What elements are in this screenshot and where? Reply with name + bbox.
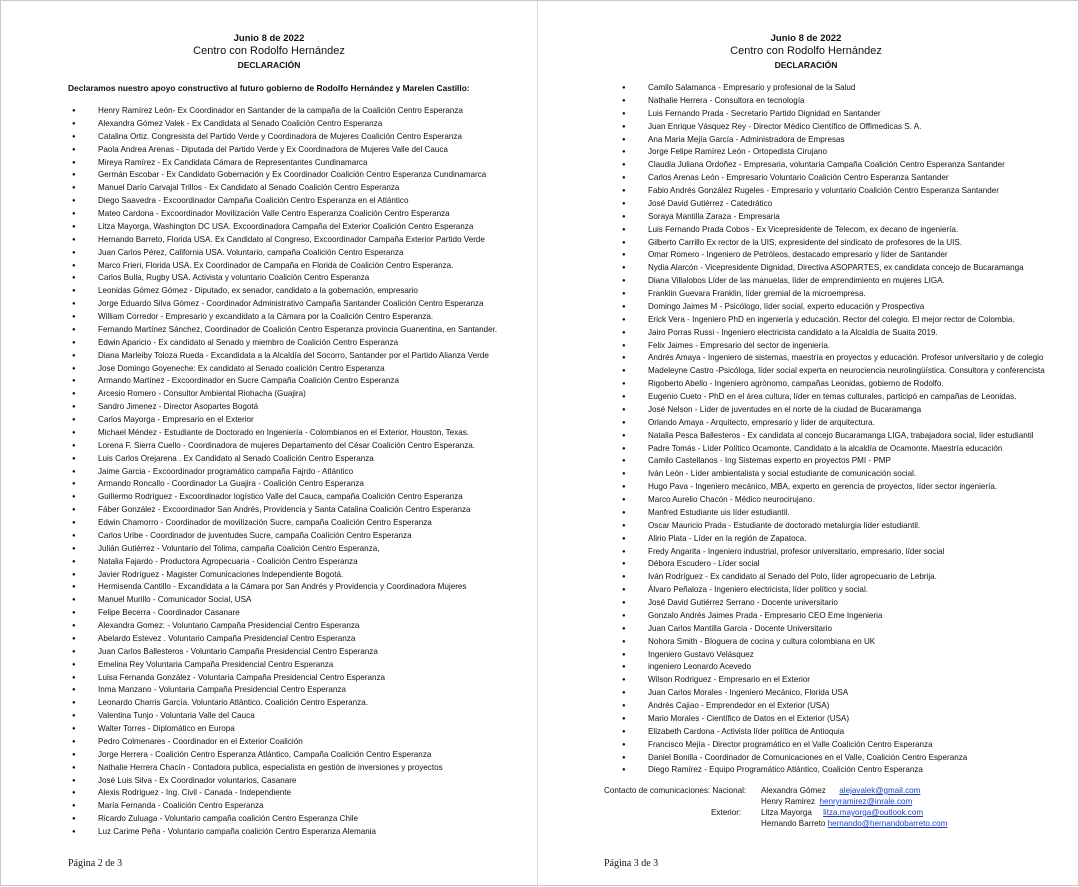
list-item: ● Hernando Barreto, Florida USA. Ex Candidato al Congreso, Excoordinador Campaña Exterior Partido Verde (72, 234, 497, 247)
list-item: ● Litza Mayorga, Washington DC USA. Excoordinadora Campaña del Exterior Coalición Centro Esperanza (72, 221, 497, 234)
list-item: ● Catalina Ortiz. Congresista del Partido Verde y Coordinadora de Mujeres Coalición Centro Esperanza (72, 131, 497, 144)
list-item: ● Ingeniero Gustavo Velásquez (622, 649, 1045, 662)
list-item: ● Rigoberto Abello - Ingeniero agrónomo, campañas Leonidas, gobierno de Rodolfo. (622, 378, 1045, 391)
list-item: ● Luisa Fernanda González - Voluntaria Campaña Presidencial Centro Esperanza (72, 672, 497, 685)
list-item: ● Abelardo Estevez . Voluntario Campaña Presidencial Centro Esperanza (72, 633, 497, 646)
list-item: ● Luz Carime Peña - Voluntario campaña coalición Centro Esperanza Alemania (72, 826, 497, 839)
page-3 (538, 1, 1074, 887)
list-item: ● Iván León - Líder ambientalista y social estudiante de comunicación social. (622, 468, 1045, 481)
contact-email-link[interactable]: litza.mayorga@outlook.com (823, 808, 924, 817)
list-item: ● María Fernanda - Coalición Centro Esperanza (72, 800, 497, 813)
list-item: ● Carlos Uribe - Coordinador de juventudes Sucre, campaña Coalición Centro Esperanza (72, 530, 497, 543)
header-date: Junio 8 de 2022 (233, 33, 305, 44)
list-item: ● Mireya Ramírez - Ex Candidata Cámara de Representantes Cundinamarca (72, 157, 497, 170)
list-item: ● Daniel Bonilla - Coordinador de Comunicaciones en el Valle, Coalición Centro Esperanza (622, 752, 1045, 765)
list-item: ● Camilo Castellanos - Ing Sistemas experto en proyectos PMI - PMP (622, 455, 1045, 468)
list-item: ● Jorge Herrera - Coalición Centro Esperanza Atlántico, Campaña Coalición Centro Esperanza (72, 749, 497, 762)
page-footer: Página 3 de 3 (604, 858, 659, 869)
header-title: Centro con Rodolfo Hernández (730, 45, 882, 57)
list-item: ● José Luis Silva - Ex Coordinador voluntarios, Casanare (72, 775, 497, 788)
list-item: ● Henry Ramírez León- Ex Coordinador en Santander de la campaña de la Coalición Centro Esperanza (72, 105, 497, 118)
list-item: ● Edwin Aparicio - Ex candidato al Senado y miembro de Coalición Centro Esperanza (72, 337, 497, 350)
list-item: ● Alexandra Gomez: - Voluntario Campaña Presidencial Centro Esperanza (72, 620, 497, 633)
list-item: ● Fabio Andrés González Rugeles - Empresario y voluntario Coalición Centro Esperanza Santander (622, 185, 1045, 198)
list-item: ● Jorge Felipe Ramírez León - Ortopedista Cirujano (622, 146, 1045, 159)
list-item: ● Franklin Guevara Franklin, líder gremial de la microempresa. (622, 288, 1045, 301)
contact-email-link[interactable]: henryramirez@inrale.com (819, 797, 913, 806)
list-item: ● Wilson Rodriguez - Empresario en el Exterior (622, 674, 1045, 687)
list-item: ● Juan Carlos Morales - Ingeniero Mecánico, Florida USA (622, 687, 1045, 700)
list-item: ● Lorena F. Sierra Cuello - Coordinadora de mujeres Departamento del César Coalición Centro Esperanza. (72, 440, 497, 453)
contact-email-link[interactable]: alejavalek@gmail.com (839, 786, 921, 795)
signatory-list (72, 105, 497, 839)
list-item: ● Gonzalo Andrés Jaimes Prada - Empresario CEO Eme Ingenieria (622, 610, 1045, 623)
list-item: ● Marco Frieri, Florida USA. Ex Coordinador de Campaña en Florida de Coalición Centro Esperanza. (72, 260, 497, 273)
list-item: ● Marco Aurelio Chacón - Médico neurocirujano. (622, 494, 1045, 507)
list-item: ● Erick Vera - Ingeniero PhD en ingeniería y educación. Rector del colegio. El mejor rector de Colombia. (622, 314, 1045, 327)
list-item: ● Luis Carlos Orejarena . Ex Candidato al Senado Coalición Centro Esperanza (72, 453, 497, 466)
list-item: ● Mario Morales - Científico de Datos en el Exterior (USA) (622, 713, 1045, 726)
list-item: ● Felipe Becerra - Coordinador Casanare (72, 607, 497, 620)
list-item: ● Mateo Cardona - Excoordinador Movilización Valle Centro Esperanza Coalición Centro Esperanza (72, 208, 497, 221)
list-item: ● Diana Villalobos Líder de las manuelas, líder de emprendimiento en mujeres LIGA. (622, 275, 1045, 288)
list-item: ● Walter Torres - Diplomático en Europa (72, 723, 497, 736)
contact-name: Henry Ramirez (761, 797, 815, 806)
declaration-intro: Declaramos nuestro apoyo constructivo al futuro gobierno de Rodolfo Hernández y Marelen Castillo: (68, 83, 470, 93)
list-item: ● Orlando Amaya - Arquitecto, empresario y líder de arquitectura. (622, 417, 1045, 430)
list-item: ● Andrés Amaya - Ingeniero de sistemas, maestría en proyectos y educación. Profesor universitario y de colegio (622, 352, 1045, 365)
contact-name: Litza Mayorga (761, 808, 812, 817)
signatory-list (622, 82, 1045, 777)
list-item: ● Leonardo Charris García. Voluntario Atlántico. Coalición Centro Esperanza. (72, 697, 497, 710)
list-item: ● Manfred Estudiante uis líder estudiantil. (622, 507, 1045, 520)
list-item: ● Valentina Tunjo - Voluntaria Valle del Cauca (72, 710, 497, 723)
list-item: ● Julián Gutiérrez - Voluntario del Tolima, campaña Coalición Centro Esperanza, (72, 543, 497, 556)
list-item: ● Michael Méndez - Estudiante de Doctorado en Ingeniería - Colombianos en el Exterior, Houston, Texas. (72, 427, 497, 440)
list-item: ● Hugo Pava - Ingeniero mecánico, MBA, experto en gerencia de proyectos, líder sector ingeniería. (622, 481, 1045, 494)
list-item: ● Padre Tomás - Líder Político Ocamonte. Candidato a la alcaldía de Ocamonte. Maestría educación (622, 443, 1045, 456)
list-item: ● Paola Andrea Arenas - Diputada del Partido Verde y Ex Coordinadora de Mujeres Valle del Cauca (72, 144, 497, 157)
list-item: ● Javier Rodríguez - Magister Comunicaciones Independiente Bogotá. (72, 569, 497, 582)
list-item: ● Nathalie Herrera Chacín - Contadora publica, especialista en gestión de inversiones y proyectos (72, 762, 497, 775)
list-item: ● Alexis Rodriguez - Ing. Civil - Canada - Independiente (72, 787, 497, 800)
header-declaration: DECLARACIÓN (774, 60, 838, 70)
list-item: ● Nydia Alarcón - Vicepresidente Dignidad, Directiva ASOPARTES, ex candidata concejo de Bucaramanga (622, 262, 1045, 275)
list-item: ● Fredy Angarita - Ingeniero industrial, profesor universitario, empresario, líder social (622, 546, 1045, 559)
list-item: ● Carlos Arenas León - Empresario Voluntario Coalición Centro Esperanza Santander (622, 172, 1045, 185)
list-item: ● Camilo Salamanca - Empresario y profesional de la Salud (622, 82, 1045, 95)
list-item: ● Omar Romero - Ingeniero de Petróleos, destacado empresario y líder de Santander (622, 249, 1045, 262)
list-item: ● Alexandra Gómez Valek - Ex Candidata al Senado Coalición Centro Esperanza (72, 118, 497, 131)
list-item: ● Francisco Mejía - Director programático en el Valle Coalición Centro Esperanza (622, 739, 1045, 752)
list-item: ● Jairo Porras Russi - Ingeniero electricista candidato a la Alcaldía de Suaita 2019. (622, 327, 1045, 340)
list-item: ● Jaime Garcia - Excoordinador programático campaña Fajrdo - Atlántico (72, 466, 497, 479)
list-item: ● Luis Fernando Prada Cobos - Ex Vicepresidente de Telecom, ex decano de ingeniería. (622, 224, 1045, 237)
contact-name: Hernando Barreto (761, 819, 826, 828)
list-item: ● Juan Carlos Mantilla Garcia - Docente Universitario (622, 623, 1045, 636)
contacts-label: Contacto de comunicaciones: Nacional: (604, 786, 747, 795)
list-item: ● Débora Escudero - Líder social (622, 558, 1045, 571)
list-item: ● Elizabeth Cardona - Activista líder política de Antioquia (622, 726, 1045, 739)
list-item: ● Edwin Chamorro - Coordinador de movilización Sucre, campaña Coalición Centro Esperanza (72, 517, 497, 530)
list-item: ● Oscar Mauricio Prada - Estudiante de doctorado metalurgia líder estudiantil. (622, 520, 1045, 533)
list-item: ● Soraya Mantilla Zaraza - Empresaria (622, 211, 1045, 224)
list-item: ● Natalia Pesca Ballesteros - Ex candidata al concejo Bucaramanga LIGA, trabajadora social, líder estudiantil (622, 430, 1045, 443)
list-item: ● Manuel Murillo - Comunicador Social, USA (72, 594, 497, 607)
list-item: ● Guillermo Rodríguez - Excoordinador logístico Valle del Cauca, campaña Coalición Centro Esperanza (72, 491, 497, 504)
list-item: ● Álvaro Peñaloza - Ingeniero electricista, líder político y social. (622, 584, 1045, 597)
list-item: ● Armando Roncallo - Coordinador La Guajira - Coalición Centro Esperanza (72, 478, 497, 491)
list-item: ● Fáber González - Excoordinador San Andrés, Providencia y Santa Catalina Coalición Centro Esperanza (72, 504, 497, 517)
list-item: ● Manuel Darío Carvajal Trillos - Ex Candidato al Senado Coalición Centro Esperanza (72, 182, 497, 195)
list-item: ● Leonidas Gómez Gómez - Diputado, ex senador, candidato a la gobernación, empresario (72, 285, 497, 298)
list-item: ● Madeleyne Castro -Psicóloga, líder social experta en neurociencia neurolingüística. Consultora y conferencista (622, 365, 1045, 378)
list-item: ● Nohora Smith - Bloguera de cocina y cultura colombiana en UK (622, 636, 1045, 649)
list-item: ● Ricardo Zuluaga - Voluntario campaña coalición Centro Esperanza Chile (72, 813, 497, 826)
list-item: ● Arcesio Romero - Consultor Ambiental Riohacha (Guajira) (72, 388, 497, 401)
list-item: ● Inma Manzano - Voluntaria Campaña Presidencial Centro Esperanza (72, 684, 497, 697)
list-item: ● Fernando Martínez Sánchez, Coordinador de Coalición Centro Esperanza provincia Guanentina, en Santander. (72, 324, 497, 337)
list-item: ● Sandro Jimenez - Director Asopartes Bogotá (72, 401, 497, 414)
list-item: ● Diego Saavedra - Excoordinador Campaña Coalición Centro Esperanza en el Atlántico (72, 195, 497, 208)
contacts-exterior-label: Exterior: (711, 808, 742, 817)
list-item: ● Carlos Mayorga - Empresario en el Exterior (72, 414, 497, 427)
list-item: ● Jorge Eduardo Silva Gómez - Coordinador Administrativo Campaña Santander Coalición Centro Esperanza (72, 298, 497, 311)
list-item: ● Iván Rodríguez - Ex candidato al Senado del Polo, líder agropecuario de Lebrija. (622, 571, 1045, 584)
list-item: ● Ana Maria Mejía García - Administradora de Empresas (622, 134, 1045, 147)
list-item: ● Carlos Bulla, Rugby USA. Activista y voluntario Coalición Centro Esperanza (72, 272, 497, 285)
list-item: ● William Corredor - Empresario y excandidato a la Cámara por la Coalición Centro Esperanza. (72, 311, 497, 324)
list-item: ● Jose Domingo Goyeneche: Ex candidato al Senado coalición Centro Esperanza (72, 363, 497, 376)
list-item: ● Gilberto Carrillo Ex rector de la UIS, expresidente del sindicato de profesores de la UIS. (622, 237, 1045, 250)
header-date: Junio 8 de 2022 (770, 33, 842, 44)
header-declaration: DECLARACIÓN (237, 60, 301, 70)
list-item: ● José David Gutiérrez - Catedrático (622, 198, 1045, 211)
list-item: ● Juan Carlos Pérez, California USA. Voluntario, campaña Coalición Centro Esperanza (72, 247, 497, 260)
list-item: ● Diana Marleiby Toloza Rueda - Excandidata a la Alcaldía del Socorro, Santander por el Partido Alianza Verde (72, 350, 497, 363)
list-item: ● Luis Fernando Prada - Secretario Partido Dignidad en Santander (622, 108, 1045, 121)
list-item: ● José David Gutiérrez Serrano - Docente universitario (622, 597, 1045, 610)
list-item: ● Armando Martínez - Excoordinador en Sucre Campaña Coalición Centro Esperanza (72, 375, 497, 388)
contact-email-link[interactable]: hernando@hernandobarreto.com (827, 819, 948, 828)
list-item: ● Juan Carlos Ballesteros - Voluntario Campaña Presidencial Centro Esperanza (72, 646, 497, 659)
list-item: ● Pedro Colmenares - Coordinador en el Exterior Coalición (72, 736, 497, 749)
list-item: ● Germán Escobar - Ex Candidato Gobernación y Ex Coordinador Coalición Centro Esperanza Cundinamarca (72, 169, 497, 182)
list-item: ● Diego Ramírez - Equipo Programático Atlántico, Coalición Centro Esperanza (622, 764, 1045, 777)
list-item: ● Andrés Cajiao - Emprendedor en el Exterior (USA) (622, 700, 1045, 713)
list-item: ● Claudia Juliana Ordoñez - Empresaria, voluntaria Campaña Coalición Centro Esperanza Santander (622, 159, 1045, 172)
page-2 (1, 1, 537, 887)
page-footer: Página 2 de 3 (68, 858, 123, 869)
list-item: ● Natalia Fajardo - Productora Agropecuaria - Coalición Centro Esperanza (72, 556, 497, 569)
list-item: ● ingeniero Leonardo Acevedo (622, 661, 1045, 674)
list-item: ● Nathalie Herrera - Consultora en tecnología (622, 95, 1045, 108)
list-item: ● José Nelson - Líder de juventudes en el norte de la ciudad de Bucaramanga (622, 404, 1045, 417)
list-item: ● Alirio Plata - Líder en la región de Zapatoca. (622, 533, 1045, 546)
list-item: ● Hermisenda Cantillo - Excandidata a la Cámara por San Andrés y Providencia y Coordinadora Mujeres (72, 581, 497, 594)
list-item: ● Emelina Rey Voluntaria Campaña Presidencial Centro Esperanza (72, 659, 497, 672)
list-item: ● Domingo Jaimes M - Psicólogo, líder social, experto educación y Prospectiva (622, 301, 1045, 314)
list-item: ● Juan Enrique Vásquez Rey - Director Médico Científico de Offimedicas S. A. (622, 121, 1045, 134)
list-item: ● Eugenio Cueto - PhD en el área cultura, líder en temas culturales, participó en campañas de Leonidas. (622, 391, 1045, 404)
contact-name: Alexandra Gómez (761, 786, 826, 795)
header-title: Centro con Rodolfo Hernández (193, 45, 345, 57)
list-item: ● Felix Jaimes - Empresario del sector de ingeniería. (622, 340, 1045, 353)
